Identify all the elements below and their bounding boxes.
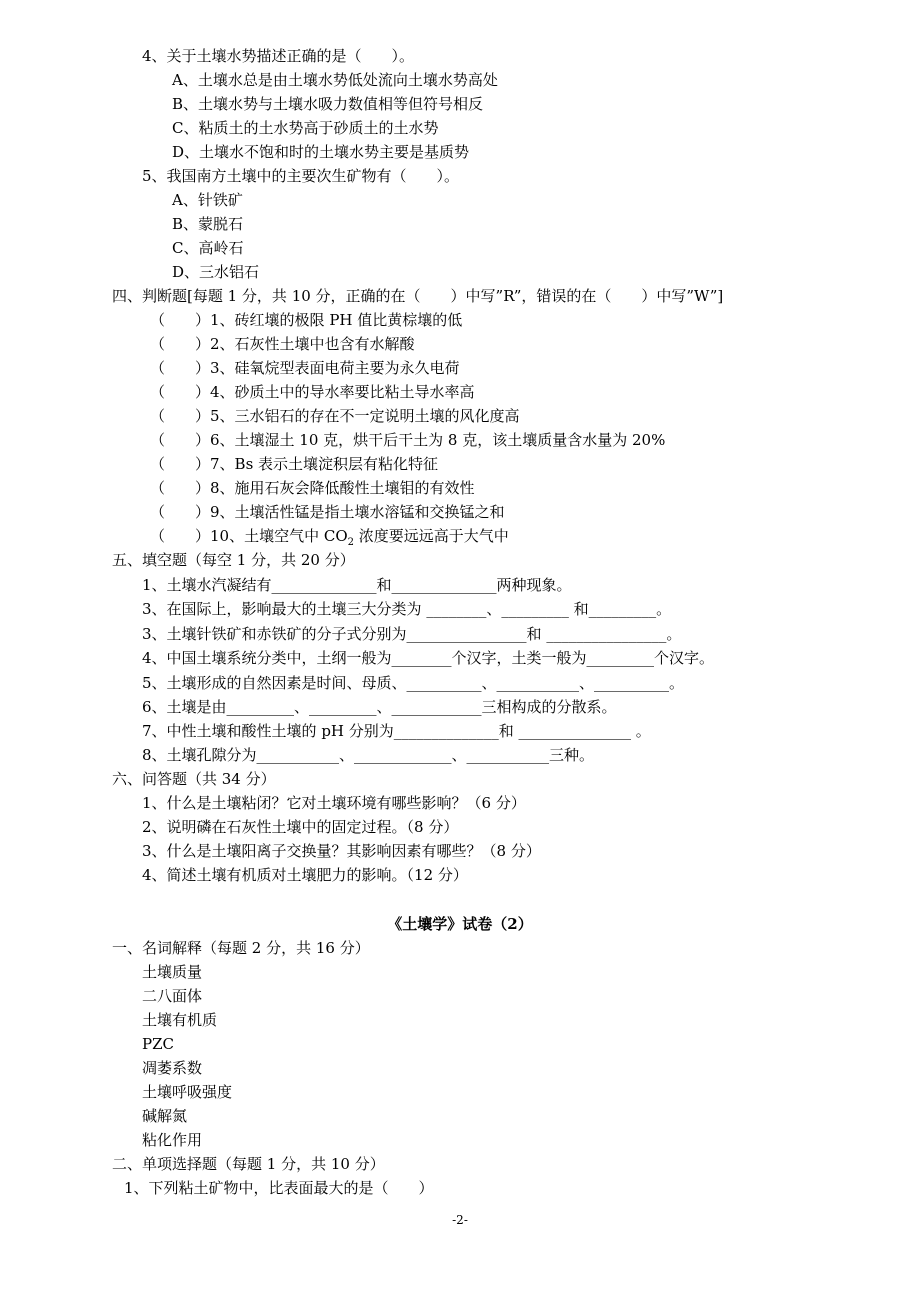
section-4-heading: 四、判断题[每题 1 分，共 10 分，正确的在（ ）中写”R”，错误的在（ ）中写”W”] [112, 287, 724, 305]
term-8: 粘化作用 [142, 1131, 203, 1149]
fill-item-1: 1、土壤水汽凝结有______________和______________两种现象。 [142, 576, 572, 594]
question-5-option-c: C、高岭石 [172, 239, 244, 257]
page-number: -2- [452, 1213, 468, 1227]
term-3: 土壤有机质 [142, 1011, 218, 1029]
term-4: PZC [142, 1035, 174, 1053]
judge-item-3: （ ）3、硅氧烷型表面电荷主要为永久电荷 [150, 359, 460, 377]
judge-item-5: （ ）5、三水铝石的存在不一定说明土壤的风化度高 [150, 407, 520, 425]
essay-item-3: 3、什么是土壤阳离子交换量？其影响因素有哪些？（8 分） [142, 842, 541, 860]
paper-2-section-1-heading: 一、名词解释（每题 2 分，共 16 分） [112, 939, 370, 957]
judge-item-10-subscript: 2 [347, 537, 355, 548]
essay-item-1: 1、什么是土壤粘闭？它对土壤环境有哪些影响？（6 分） [142, 794, 526, 812]
judge-item-7: （ ）7、Bs 表示土壤淀积层有粘化特征 [150, 455, 439, 473]
paper-2-title: 《土壤学》试卷（2） [387, 915, 533, 933]
term-2: 二八面体 [142, 987, 203, 1005]
essay-item-2: 2、说明磷在石灰性土壤中的固定过程。（8 分） [142, 818, 459, 836]
judge-item-10 [150, 526, 509, 546]
question-5-stem: 5、我国南方土壤中的主要次生矿物有（ ）。 [142, 167, 460, 185]
section-5-heading: 五、填空题（每空 1 分，共 20 分） [112, 551, 355, 569]
judge-item-1: （ ）1、砖红壤的极限 PH 值比黄棕壤的低 [150, 311, 463, 329]
paper-2-section-2-heading: 二、单项选择题（每题 1 分，共 10 分） [112, 1155, 385, 1173]
term-1: 土壤质量 [142, 963, 203, 981]
term-7: 碱解氮 [142, 1107, 188, 1125]
judge-item-9: （ ）9、土壤活性锰是指土壤水溶锰和交换锰之和 [150, 503, 505, 521]
question-4-stem: 4、关于土壤水势描述正确的是（ ）。 [142, 47, 415, 65]
fill-item-4: 4、中国土壤系统分类中，土纲一般为________个汉字，土类一般为_________个汉字。 [142, 649, 715, 667]
judge-item-10-pre: （ ）10、土壤空气中 CO [150, 527, 348, 545]
term-5: 凋萎系数 [142, 1059, 203, 1077]
judge-item-2: （ ）2、石灰性土壤中也含有水解酸 [150, 335, 415, 353]
question-5-option-b: B、蒙脱石 [172, 215, 244, 233]
question-5-option-d: D、三水铝石 [172, 263, 260, 281]
section-6-heading: 六、问答题（共 34 分） [112, 770, 276, 788]
paper-2-question-1: 1、下列粘土矿物中，比表面最大的是（ ） [124, 1179, 434, 1197]
fill-item-6: 6、土壤是由_________、_________、____________三相构成的分散系。 [142, 698, 617, 716]
judge-item-8: （ ）8、施用石灰会降低酸性土壤钼的有效性 [150, 479, 475, 497]
question-4-option-c: C、粘质土的土水势高于砂质土的土水势 [172, 119, 439, 137]
question-4-option-b: B、土壤水势与土壤水吸力数值相等但符号相反 [172, 95, 484, 113]
judge-item-6: （ ）6、土壤湿土 10 克，烘干后干土为 8 克，该土壤质量含水量为 20% [150, 431, 666, 449]
term-6: 土壤呼吸强度 [142, 1083, 233, 1101]
fill-item-7: 7、中性土壤和酸性土壤的 pH 分别为______________和 _______________ 。 [142, 722, 651, 740]
judge-item-10-post: 浓度要远远高于大气中 [354, 527, 509, 545]
question-5-option-a: A、针铁矿 [172, 191, 243, 209]
essay-item-4: 4、简述土壤有机质对土壤肥力的影响。（12 分） [142, 866, 468, 884]
question-4-option-a: A、土壤水总是由土壤水势低处流向土壤水势高处 [172, 71, 498, 89]
judge-item-4: （ ）4、砂质土中的导水率要比粘土导水率高 [150, 383, 475, 401]
fill-item-8: 8、土壤孔隙分为___________、_____________、___________三种。 [142, 746, 595, 764]
question-4-option-d: D、土壤水不饱和时的土壤水势主要是基质势 [172, 143, 470, 161]
fill-item-5: 5、土壤形成的自然因素是时间、母质、__________、___________、__________。 [142, 674, 685, 692]
fill-item-3: 3、土壤针铁矿和赤铁矿的分子式分别为________________和 ________________。 [142, 625, 682, 643]
fill-item-2: 3、在国际上，影响最大的土壤三大分类为 ________、_________ 和_________。 [142, 600, 672, 618]
